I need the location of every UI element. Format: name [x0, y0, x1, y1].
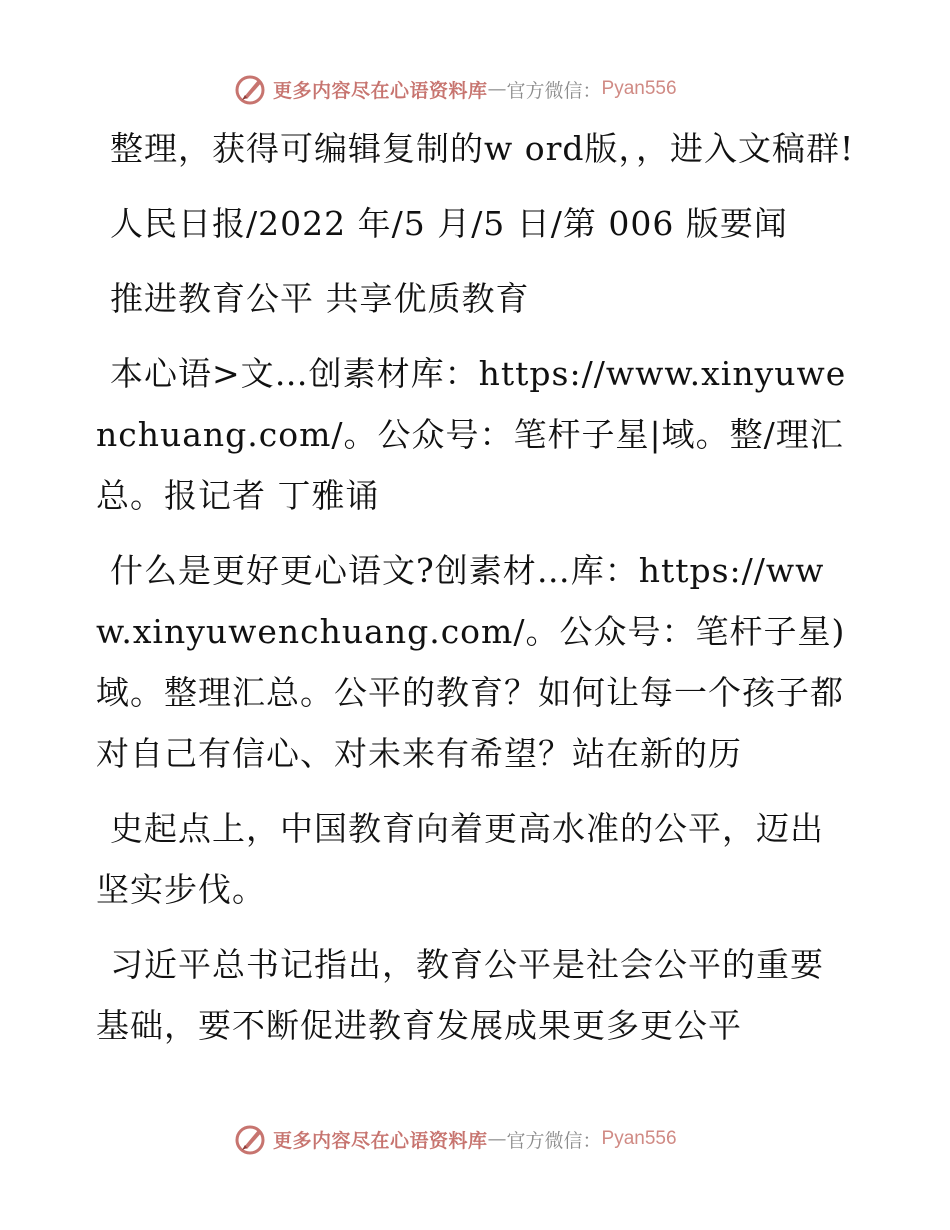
quill-logo-icon: [235, 73, 267, 105]
paragraph-byline: 本心语>文…创素材库：https://www.xinyuwenchuang.com/。公众号：笔杆子星|域。整/理汇总。报记者 丁雅诵: [96, 354, 847, 515]
banner-brand-text: 更多内容尽在心语资料库: [273, 79, 488, 102]
banner-separator: —: [487, 1128, 507, 1150]
paragraph-headline: 推进教育公平 共享优质教育: [110, 279, 530, 318]
document-body: [96, 118, 856, 1070]
paragraph-body-2: 史起点上，中国教育向着更高水准的公平，迈出坚实步伐。: [96, 809, 824, 909]
paragraph-body-3: 习近平总书记指出，教育公平是社会公平的重要基础，要不断促进教育发展成果更多更公平: [96, 945, 824, 1045]
banner-wechat-id: Pyan556: [601, 78, 677, 99]
paragraph-source-line: 人民日报/2022 年/5 月/5 日/第 006 版要闻: [110, 204, 788, 243]
banner-wechat-id: Pyan556: [601, 1128, 677, 1149]
quill-logo-icon: [235, 1123, 267, 1155]
paragraph-intro: 整理，获得可编辑复制的w ord版，，进入文稿群!: [110, 129, 855, 168]
banner-wechat-label: 官方微信：: [506, 79, 602, 102]
paragraph-body-1: 什么是更好更心语文?创素材…库：https://www.xinyuwenchuang.com/。公众号：笔杆子星)域。整理汇总。公平的教育？如何让每一个孩子都对自己有信心、对未来有希望？站在新的历: [96, 551, 846, 773]
footer-watermark-banner: [235, 1122, 755, 1156]
banner-wechat-label: 官方微信：: [506, 1129, 602, 1152]
header-watermark-banner: [235, 72, 755, 106]
banner-brand-text: 更多内容尽在心语资料库: [273, 1129, 488, 1152]
banner-separator: —: [487, 78, 507, 100]
